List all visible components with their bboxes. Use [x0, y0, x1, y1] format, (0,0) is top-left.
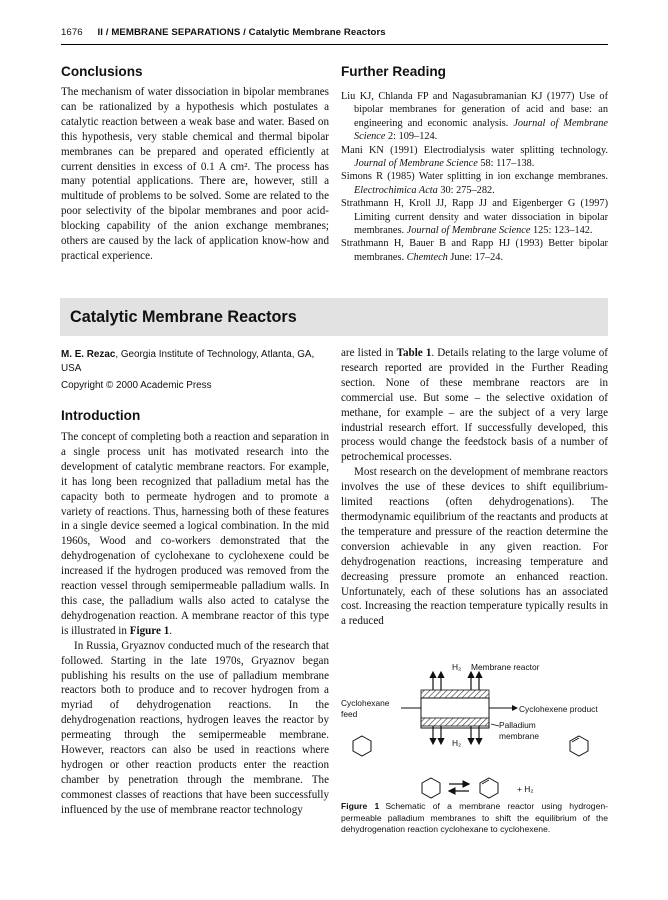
reference-item: Strathmann H, Kroll JJ, Rapp JJ and Eigenberger G (1997) Limiting current density and water dissociation in bipolar membranes. Journal of Membrane Science 125: 123–142.: [341, 198, 608, 237]
article-title: Catalytic Membrane Reactors: [70, 308, 297, 326]
copyright-line: Copyright © 2000 Academic Press: [61, 380, 212, 391]
conclusions-paragraph: The mechanism of water dissociation in bipolar membranes can be rationalized by a hypothesis which postulates a catalytic reaction between a weak base and water. Based on this hypothesis, very stable chemical and thermal bipolar membranes can be prepared and operated efficiently at current densities in excess of 0.1 A cm². The process has many potential applications. There are, however, still a multitude of problems to be solved. Some are related to the poor selectivity of the bipolar membranes and poor acid-blocking capability of the anion exchange membranes; others are caused by the lack of application know-how and practical experience.: [61, 86, 329, 262]
product-label: Cyclohexene product: [519, 704, 598, 714]
header-rule: [61, 44, 608, 45]
intro-left-column: [61, 430, 329, 818]
intro-paragraph-1: The concept of completing both a reaction and separation in a single process unit has motivated research into the development of catalytic membrane reactors. For example, it has long been recognized that palladium metal has the capacity both to permeate hydrogen and to promote a variety of reactions. Thus, harnessing both of these features in a single device seemed a logical combination. In the mid 1960s, Wood and co-workers demonstrated that the dehydrogenation of cyclohexane to cyclohexene could be increased if the hydrogen produced was removed from the reaction vessel through semipermeable palladium walls. In this case, the palladium walls also acted to catalyse the dehydrogenation reaction. A membrane reactor of this type is illustrated in Figure 1.: [61, 431, 329, 637]
intro-right-column: [341, 346, 608, 629]
conclusions-text: [61, 85, 329, 264]
intro-paragraph-3: are listed in Table 1. Details relating to the large volume of research reported are provided in the Further Reading section. None of these membrane reactors are in commercial use. But some – the selective oxidation of methane, for example – are the subject of a very large industrial research effort. If successfully developed, this process would change the feedstock basis of a number of petrochemical processes.: [341, 347, 608, 464]
cyclohexane-icon: [353, 736, 371, 756]
reference-item: Strathmann H, Bauer B and Rapp HJ (1993) Better bipolar membranes. Chemtech June: 17–24.: [341, 238, 608, 263]
reference-item: Liu KJ, Chlanda FP and Nagasubramanian KJ (1977) Use of bipolar membranes for generation of acid and base: an engineering and economic analysis. Journal of Membrane Science 2: 109–124.: [341, 91, 608, 143]
author-line: [61, 348, 331, 376]
membrane-bottom: [421, 718, 489, 726]
author-affiliation: , Georgia Institute of Technology, Atlanta, GA, USA: [61, 349, 315, 374]
running-head: [61, 27, 608, 42]
membrane-reactor-label: Membrane reactor: [471, 662, 540, 672]
running-head-title: II / MEMBRANE SEPARATIONS / Catalytic Membrane Reactors: [97, 27, 386, 38]
further-reading-heading: Further Reading: [341, 64, 446, 79]
palladium-label-line1: Palladium: [499, 720, 536, 730]
palladium-label-line2: membrane: [499, 731, 540, 741]
article-title-banner: [60, 298, 608, 336]
caption-text: Schematic of a membrane reactor using hydrogen-permeable palladium membranes to shift the equilibrium of the dehydrogenation reaction cyclohexane to cyclohexene.: [341, 801, 608, 835]
page-number: 1676: [61, 27, 83, 38]
intro-paragraph-4: Most research on the development of membrane reactors involves the use of these devices to shift equilibrium-limited reactions (often dehydrogenations). The thermodynamic equilibrium of the reactants and products at the temperature and pressure of the reaction determine the conversion achievable in any given reaction. For dehydrogenation reactions, increasing temperature and decreasing pressure promote an enhanced reaction. Unfortunately, each of these solutions has an associated cost. Increasing the reaction temperature typically results in a reduced: [341, 466, 608, 628]
conclusions-heading: Conclusions: [61, 64, 143, 79]
reference-list: [341, 90, 608, 264]
table-reference: Table 1: [396, 347, 432, 359]
reference-item: Mani KN (1991) Electrodialysis water splitting technology. Journal of Membrane Science 58: 117–138.: [341, 144, 608, 170]
introduction-heading: Introduction: [61, 408, 141, 423]
figure-1: [341, 660, 608, 800]
membrane-top: [421, 690, 489, 698]
cyclohexene-icon: [570, 736, 588, 756]
plus-h2-label: + H₂: [517, 784, 534, 794]
caption-label: Figure 1: [341, 801, 380, 811]
h2-bottom-label: H₂: [452, 738, 462, 748]
intro-paragraph-2: In Russia, Gryaznov conducted much of the research that followed. Starting in the late 1970s, Gryaznov began publishing his results on the use of palladium membrane reactors both to produce and to recover hydrogen from a myriad of dehydrogenation reactions. In the dehydrogenation reactions, hydrogen leaves the reactor by permeating through the semipermeable membrane. However, reactors can also be used in reactions where hydrogen or other reaction products enter the reaction chamber by penetration through the membrane. The commonest classes of reactions that have been successfully influenced by the use of membrane reactor technology: [61, 639, 329, 816]
membrane-reactor-diagram: [341, 660, 608, 800]
author-name: M. E. Rezac: [61, 349, 116, 360]
cyclohexene-eq-icon: [480, 778, 498, 798]
feed-label-line1: Cyclohexane: [341, 698, 390, 708]
feed-label-line2: feed: [341, 709, 358, 719]
figure-caption: [341, 801, 608, 836]
cyclohexane-eq-icon: [422, 778, 440, 798]
reference-item: Simons R (1985) Water splitting in ion exchange membranes. Electrochimica Acta 30: 275–282.: [341, 171, 608, 196]
figure-reference: Figure 1: [129, 624, 170, 637]
h2-top-label: H₂: [452, 662, 462, 672]
